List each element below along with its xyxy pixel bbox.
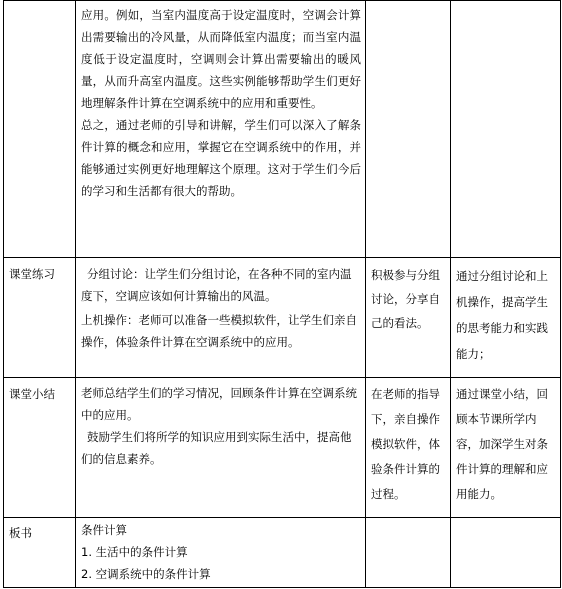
content-cell <box>76 518 366 588</box>
content-paragraph: 分组讨论：让学生们分组讨论，在各种不同的室内温度下，空调应该如何计算输出的风温。 <box>81 267 352 303</box>
content-paragraph: 鼓励学生们将所学的知识应用到实际生活中，提高他们的信息素养。 <box>81 430 352 466</box>
design-purpose-cell: 通过课堂小结，回顾本节课所学内容，加深学生对条件计算的理解和应用能力。 <box>451 378 561 518</box>
content-cell <box>76 258 366 378</box>
board-item: 1. 生活中的条件计算 <box>81 545 188 559</box>
content-paragraph: 老师总结学生们的学习情况，回顾条件计算在空调系统中的应用。 <box>81 386 357 422</box>
content-cell <box>76 378 366 518</box>
table-row-board <box>4 518 561 588</box>
row-label-cell: 板书 <box>4 518 76 588</box>
design-purpose-cell: 通过分组讨论和上机操作，提高学生的思考能力和实践能力； <box>451 258 561 378</box>
design-purpose-cell <box>451 518 561 588</box>
content-paragraph: 应用。例如，当室内温度高于设定温度时，空调会计算出需要输出的冷风量，从而降低室内温度；而当室内温度低于设定温度时，空调则会计算出需要输出的暖风量，从而升高室内温度。这些实例能够帮助学生们更好地理解条件计算在空调系统中的应用和重要性。 <box>81 8 361 110</box>
board-item: 2. 空调系统中的条件计算 <box>81 567 211 581</box>
row-label-cell: 课堂小结 <box>4 378 76 518</box>
content-paragraph: 上机操作：老师可以准备一些模拟软件，让学生们亲自操作，体验条件计算在空调系统中的应用。 <box>81 313 357 349</box>
row-label-cell <box>4 1 76 258</box>
student-activity-cell <box>366 1 451 258</box>
student-activity-cell <box>366 518 451 588</box>
student-activity-cell: 在老师的指导下，亲自操作模拟软件，体验条件计算的过程。 <box>366 378 451 518</box>
row-label-cell: 课堂练习 <box>4 258 76 378</box>
design-purpose-cell <box>451 1 561 258</box>
table-row-summary <box>4 378 561 518</box>
content-paragraph: 总之，通过老师的引导和讲解，学生们可以深入了解条件计算的概念和应用，掌握它在空调系统中的作用，并能够通过实例更好地理解这个原理。这对于学生们今后的学习和生活都有很大的帮助。 <box>81 118 361 198</box>
table-row-continuation <box>4 1 561 258</box>
content-cell <box>76 1 366 258</box>
board-title: 条件计算 <box>81 523 127 537</box>
student-activity-cell: 积极参与分组讨论，分享自己的看法。 <box>366 258 451 378</box>
lesson-plan-table <box>3 0 561 588</box>
table-row-practice <box>4 258 561 378</box>
